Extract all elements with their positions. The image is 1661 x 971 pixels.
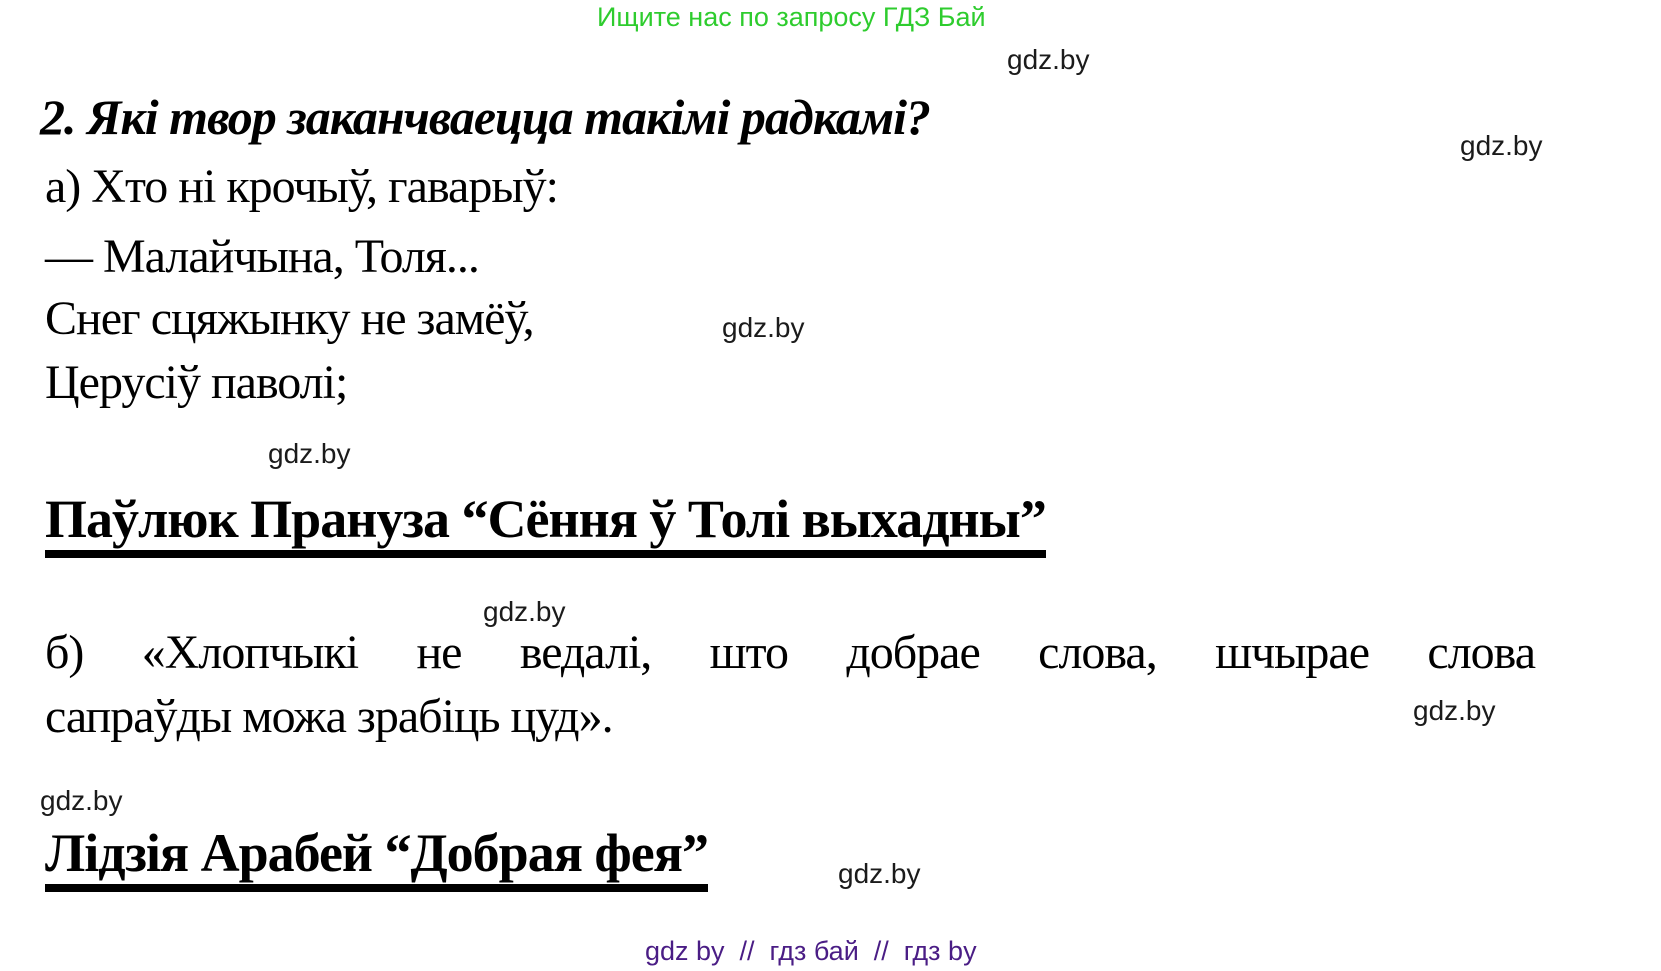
question-title: 2. Які твор заканчваецца такімі радкамі? xyxy=(40,89,930,145)
gdz-watermark: gdz.by xyxy=(1413,695,1496,726)
gdz-watermark: gdz.by xyxy=(1007,44,1090,75)
gdz-watermark: gdz.by xyxy=(1460,130,1543,161)
verse-line-a1: а) Хто ні крочыў, гаварыў: xyxy=(45,160,558,213)
verse-line-a4: Церусіў паволі; xyxy=(45,356,348,409)
gdz-watermark: gdz.by xyxy=(722,312,805,343)
gdz-watermark: gdz.by xyxy=(268,438,351,469)
quote-line-b1: б) «Хлопчыкі не ведалі, што добрае слова, шчырае слова xyxy=(45,626,1535,679)
answer-title-part-a: Паўлюк Прануза “Сёння ў Толі выхадны” xyxy=(45,492,1046,558)
gdz-watermark: gdz.by xyxy=(838,858,921,889)
gdz-watermark: gdz.by xyxy=(483,596,566,627)
gdz-watermark: gdz.by xyxy=(40,785,123,816)
quote-line-b2: сапраўды можа зрабіць цуд». xyxy=(45,690,613,743)
footer-search-keywords: gdz by // гдз бай // гдз by xyxy=(645,936,977,966)
promo-banner-text: Ищите нас по запросу ГДЗ Бай xyxy=(597,2,986,32)
verse-line-a2: — Малайчына, Толя... xyxy=(45,230,479,283)
verse-line-a3: Снег сцяжынку не замёў, xyxy=(45,292,534,345)
answer-title-part-b: Лідзія Арабей “Добрая фея” xyxy=(45,826,708,892)
